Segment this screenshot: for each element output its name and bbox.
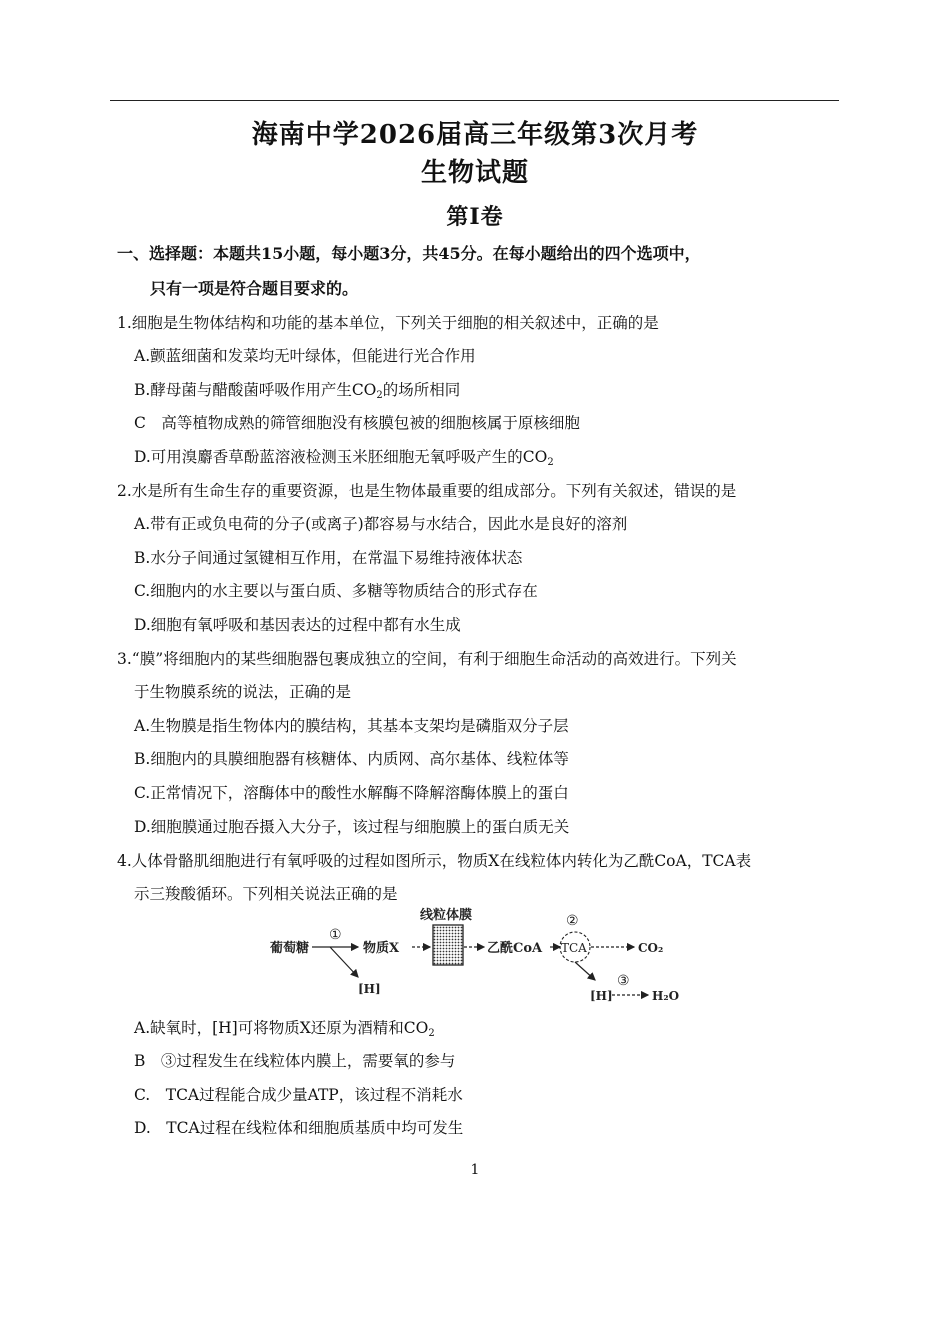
q2-option-c: C.细胞内的水主要以与蛋白质、多糖等物质结合的形式存在 [134, 582, 538, 600]
arrow-to-h1 [330, 947, 358, 977]
header-rule [110, 100, 839, 101]
q4-option-d: D. TCA过程在线粒体和细胞质基质中均可发生 [134, 1119, 464, 1137]
page-number: 1 [470, 1162, 480, 1178]
q4-stem-line1: 4.人体骨骼肌细胞进行有氧呼吸的过程如图所示，物质X在线粒体内转化为乙酰CoA，TCA表 [117, 852, 752, 870]
respiration-diagram [262, 905, 702, 1005]
q1-stem: 1.细胞是生物体结构和功能的基本单位，下列关于细胞的相关叙述中，正确的是 [117, 314, 659, 332]
membrane-label: 线粒体膜 [420, 908, 473, 923]
step2-marker: ② [566, 913, 579, 929]
q3-option-b: B.细胞内的具膜细胞器有核糖体、内质网、高尔基体、线粒体等 [134, 750, 569, 768]
q4-stem-line2: 示三羧酸循环。下列相关说法正确的是 [134, 885, 398, 903]
subject-title: 生物试题 [420, 158, 529, 188]
tca-label: TCA [561, 941, 587, 955]
q3-option-d: D.细胞膜通过胞吞摄入大分子，该过程与细胞膜上的蛋白质无关 [134, 818, 570, 836]
acetyl-coa-label: 乙酰CoA [487, 941, 543, 956]
mitochondrial-membrane-box [433, 925, 463, 965]
q1-option-b: B.酵母菌与醋酸菌呼吸作用产生$CO_2$的场所相同 [134, 381, 461, 401]
section-instructions-line2: 只有一项是符合题目要求的。 [150, 279, 359, 298]
volume-title: 第Ⅰ卷 [446, 204, 504, 230]
q3-stem-line2: 于生物膜系统的说法，正确的是 [134, 683, 352, 701]
q3-stem-line1: 3.“膜”将细胞内的某些细胞器包裹成独立的空间，有利于细胞生命活动的高效进行。下列关 [117, 650, 737, 668]
q2-stem: 2.水是所有生命生存的重要资源，也是生物体最重要的组成部分。下列有关叙述，错误的是 [117, 482, 737, 500]
step3-marker: ③ [617, 973, 630, 989]
step1-marker: ① [329, 927, 342, 943]
section-instructions-line1: 一、选择题：本题共15小题，每小题3分，共45分。在每小题给出的四个选项中， [117, 244, 701, 263]
h2o-label: H₂O [652, 989, 680, 1003]
q2-option-b: B.水分子间通过氢键相互作用，在常温下易维持液体状态 [134, 549, 523, 567]
q2-option-d: D.细胞有氧呼吸和基因表达的过程中都有水生成 [134, 616, 461, 634]
h1-label: [H] [358, 982, 381, 996]
q3-option-c: C.正常情况下，溶酶体中的酸性水解酶不降解溶酶体膜上的蛋白 [134, 784, 569, 802]
q1-option-d: D.可用溴麝香草酚蓝溶液检测玉米胚细胞无氧呼吸产生的$CO_2$ [134, 448, 554, 468]
co2-label: CO₂ [638, 941, 664, 955]
q4-option-c: C. TCA过程能合成少量ATP，该过程不消耗水 [134, 1086, 463, 1104]
q1-option-a: A.颤蓝细菌和发菜均无叶绿体，但能进行光合作用 [134, 347, 476, 365]
substance-x-label: 物质X [363, 941, 400, 956]
q2-option-a: A.带有正或负电荷的分子(或离子)都容易与水结合，因此水是良好的溶剂 [134, 515, 628, 533]
q4-option-a: A.缺氧时，[H]可将物质X还原为酒精和$CO_2$ [134, 1019, 435, 1039]
h2-label: [H] [590, 989, 613, 1003]
q4-option-b: B ③过程发生在线粒体内膜上，需要氧的参与 [134, 1052, 456, 1070]
exam-title: 海南中学2026届高三年级第3次月考 [251, 120, 699, 150]
glucose-label: 葡萄糖 [270, 941, 310, 956]
arrow-tca-to-h2 [575, 962, 595, 980]
q3-option-a: A.生物膜是指生物体内的膜结构，其基本支架均是磷脂双分子层 [134, 717, 569, 735]
q1-option-c: C 高等植物成熟的筛管细胞没有核膜包被的细胞核属于原核细胞 [134, 414, 580, 432]
